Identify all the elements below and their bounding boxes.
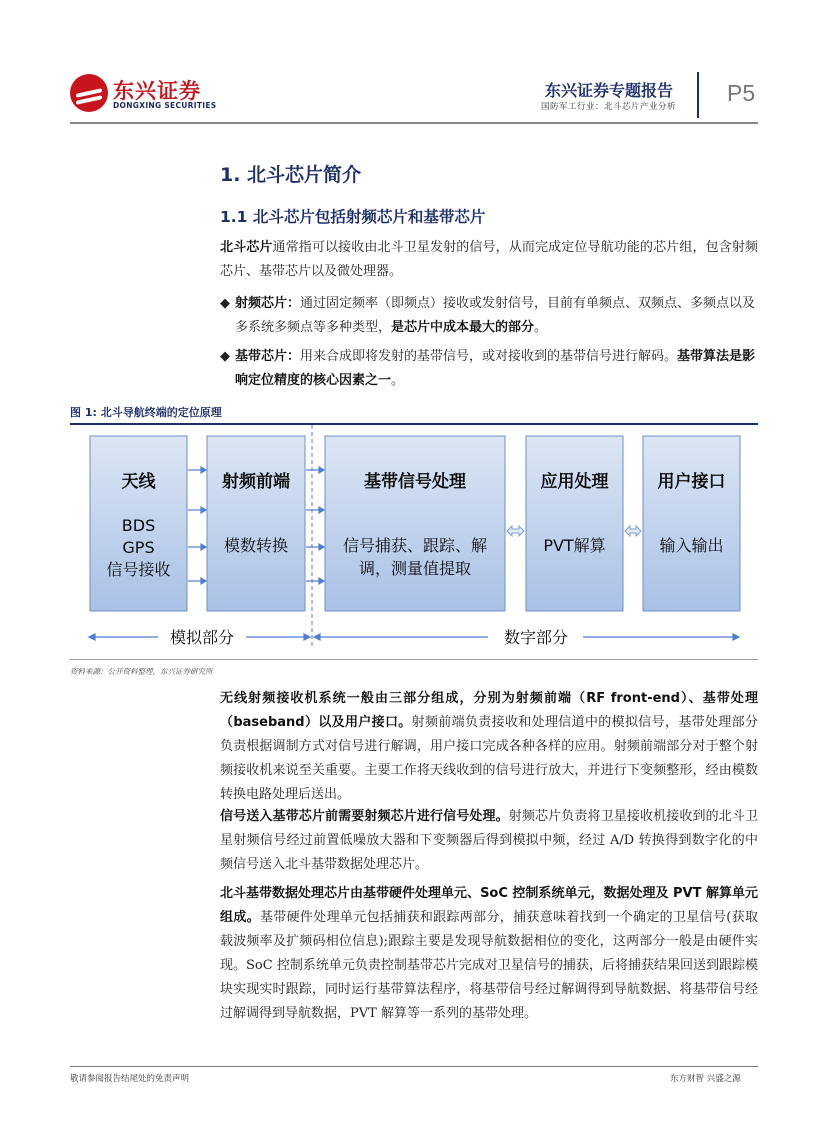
header-rule xyxy=(70,122,758,124)
box-antenna-line3: 信号接收 xyxy=(106,560,171,579)
arrow-rf-bb-4-head xyxy=(319,578,324,584)
bullet-rf-emphasis: 是芯片中成本最大的部分 xyxy=(391,320,535,335)
figure-source: 资料来源：公开资料整理，东兴证券研究所 xyxy=(70,667,213,676)
analog-arrow-left-head xyxy=(89,634,95,640)
para2-text: 射频芯片负责将卫星接收机接收到的北斗卫星射频信号经过前置低噪放大器和下变频器后得到模拟中频，经过 A/D 转换得到数字化的中频信号送入北斗基带数据处理芯片。 xyxy=(220,809,758,872)
figure-bottom-rule xyxy=(70,659,758,660)
footer-slogan: 东方财智 兴盛之源 xyxy=(670,1074,741,1084)
box-app-line1: PVT解算 xyxy=(543,536,606,555)
bullet-rf-tail: 。 xyxy=(534,320,548,335)
figure-caption: 图 1: 北斗导航终端的定位原理 xyxy=(70,406,222,419)
digital-arrow-right-head xyxy=(733,634,739,640)
footer-rule xyxy=(70,1066,758,1067)
intro-bold: 北斗芯片 xyxy=(220,240,273,255)
arrows-rf-to-baseband xyxy=(306,467,324,584)
box-rf-frontend xyxy=(207,436,305,611)
bullet-bb-tail: 。 xyxy=(391,373,405,388)
report-subtitle: 国防军工行业：北斗芯片产业分析 xyxy=(541,102,677,112)
intro-text: 通常指可以接收由北斗卫星发射的信号，从而完成定位导航功能的芯片组，包含射频芯片、基带芯片以及微处理器。 xyxy=(220,240,758,279)
box-baseband-line1: 信号捕获、跟踪、解 xyxy=(342,536,488,555)
para3-text: 基带硬件处理单元包括捕获和跟踪两部分，捕获意味着找到一个确定的卫星信号(获取载波频率及扩频码相位信息);跟踪主要是发现导航数据相位的变化，这两部分一般是由硬件实现。SoC 控制系统单元负责控制基带芯片完成对卫星信号的捕获，后将捕获结果回送到跟踪模块实现实时跟踪，同时运行基带算法程序，将基带信号经过解调得到导航数据、将基带信号经过解调得到导航数据，PVT 解算等一系列的基带处理。 xyxy=(220,910,758,1021)
header-divider xyxy=(697,72,699,118)
box-baseband-rect xyxy=(325,436,505,611)
arrow-rf-bb-1-head xyxy=(319,467,324,473)
box-baseband-line2: 调，测量值提取 xyxy=(358,559,472,578)
box-rf-rect xyxy=(207,436,305,611)
para2-bold: 信号送入基带芯片前需要射频芯片进行信号处理。 xyxy=(220,809,509,824)
box-application xyxy=(526,436,623,611)
bullet-rf-label: 射频芯片： xyxy=(235,296,301,311)
para1-bold: 无线射频接收机系统一般由三部分组成，分别为射频前端（RF front-end）、基带处理（baseband）以及用户接口。 xyxy=(220,691,758,730)
digital-arrow-left-head xyxy=(314,634,320,640)
box-baseband-title: 基带信号处理 xyxy=(364,472,466,492)
report-title: 东兴证券专题报告 xyxy=(545,81,674,100)
paragraph-signal-processing xyxy=(220,805,758,877)
section-heading: 1. 北斗芯片简介 xyxy=(220,164,362,186)
digital-section-label: 数字部分 xyxy=(503,628,569,647)
arrow-rf-bb-2-head xyxy=(319,507,324,513)
box-antenna-title: 天线 xyxy=(121,472,156,492)
positioning-principle-diagram xyxy=(70,425,758,657)
box-baseband xyxy=(325,436,505,611)
paragraph-baseband-chip xyxy=(220,882,758,1026)
logo-cn-text: 东兴证券 xyxy=(113,79,201,103)
box-app-rect xyxy=(526,436,623,611)
bullet-marker: ◆ xyxy=(220,349,230,364)
box-antenna xyxy=(90,436,187,611)
para3-bold: 北斗基带数据处理芯片由基带硬件处理单元、SoC 控制系统单元，数据处理及 PVT 解算单元组成。 xyxy=(220,886,758,925)
paragraph-rf-system xyxy=(220,687,758,807)
arrow-ant-rf-1-head xyxy=(201,467,206,473)
footer-disclaimer: 敬请参阅报告结尾处的免责声明 xyxy=(70,1074,190,1084)
bullet-bb-label: 基带芯片： xyxy=(235,349,301,364)
box-rf-title: 射频前端 xyxy=(222,472,290,492)
double-arrow-baseband-app xyxy=(507,526,524,536)
arrow-ant-rf-2-head xyxy=(201,507,206,513)
box-antenna-line2: GPS xyxy=(122,538,155,557)
analog-section-label: 模拟部分 xyxy=(169,628,235,647)
bullet-bb-emphasis: 基带算法是影响定位精度的核心因素之一 xyxy=(235,349,756,388)
box-ui-title: 用户接口 xyxy=(657,472,726,492)
box-antenna-line1: BDS xyxy=(121,516,156,535)
arrows-antenna-to-rf xyxy=(188,467,206,584)
para1-text: 射频前端负责接收和处理信道中的模拟信号，基带处理部分负责根据调制方式对信号进行解调，用户接口完成各种各样的应用。射频前端部分对于整个射频接收机来说至关重要。主要工作将天线收到的信号进行放大，并进行下变频整形，经由模数转换电路处理后送出。 xyxy=(220,715,758,802)
arrow-rf-bb-3-head xyxy=(319,544,324,550)
box-user-interface xyxy=(643,436,740,611)
bullet-baseband-chip xyxy=(220,345,758,393)
bullet-rf-chip xyxy=(220,292,758,340)
logo-en-text: DONGXING SECURITIES xyxy=(113,101,217,110)
box-ui-line1: 输入输出 xyxy=(659,536,724,555)
page-number: P5 xyxy=(727,80,756,106)
subsection-heading: 1.1 北斗芯片包括射频芯片和基带芯片 xyxy=(220,208,486,226)
bullet-rf-text: 通过固定频率（即频点）接收或发射信号，目前有单频点、双频点、多频点以及多系统多频点等多种类型， xyxy=(235,296,756,335)
company-logo-icon xyxy=(70,74,108,112)
arrow-ant-rf-4-head xyxy=(201,578,206,584)
bullet-bb-text: 用来合成即将发射的基带信号，或对接收到的基带信号进行解码。 xyxy=(300,349,678,364)
double-arrow-app-ui xyxy=(625,526,641,536)
box-app-title: 应用处理 xyxy=(540,472,609,492)
analog-arrow-right-head xyxy=(304,634,310,640)
box-ui-rect xyxy=(643,436,740,611)
box-rf-line1: 模数转换 xyxy=(223,536,289,555)
bullet-marker: ◆ xyxy=(220,296,230,311)
intro-paragraph xyxy=(220,236,758,284)
arrow-ant-rf-3-head xyxy=(201,544,206,550)
